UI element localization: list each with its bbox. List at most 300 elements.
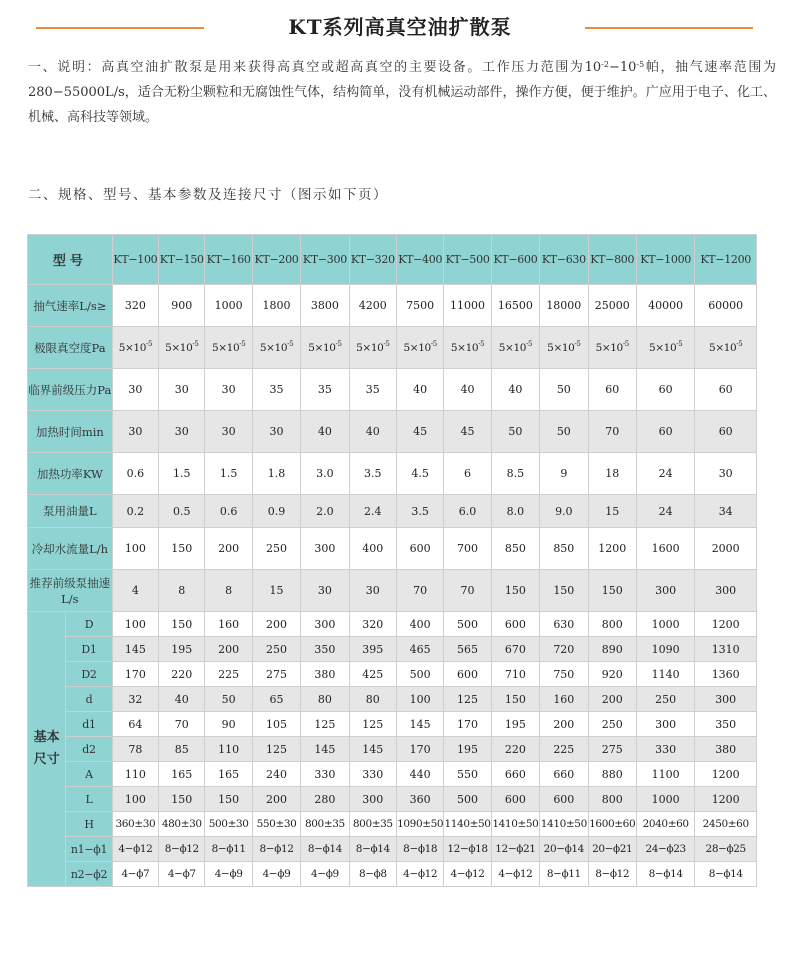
param-cell: 11000 [444,285,491,327]
title-decor-line-right [585,27,753,29]
dimension-cell: 300 [349,787,396,812]
dimension-cell: 400 [396,612,443,637]
param-cell: 30 [252,411,300,453]
dimension-cell: 165 [159,762,205,787]
param-cell: 70 [396,570,443,612]
dimension-cell: 600 [491,612,539,637]
dimension-cell: 70 [159,712,205,737]
dimension-cell: 110 [112,762,158,787]
param-cell: 4200 [349,285,396,327]
dimension-row [28,862,757,887]
dimension-cell: 90 [205,712,252,737]
param-cell: 300 [301,528,349,570]
param-row [28,285,757,327]
dimension-cell: 1140 [636,662,694,687]
param-cell: 850 [540,528,588,570]
dimension-cell: 350 [301,637,349,662]
dimension-cell: 80 [301,687,349,712]
param-cell: 24 [636,453,694,495]
param-cell: 150 [540,570,588,612]
dimension-cell: 65 [252,687,300,712]
dimension-cell: 395 [349,637,396,662]
dimension-cell: 800 [588,612,636,637]
param-label: 推荐前级泵抽速L/s [28,570,113,612]
dimension-cell: 28−ϕ25 [695,837,757,862]
model-header-cell: KT−600 [491,235,539,285]
dimension-cell: 600 [540,787,588,812]
param-cell: 320 [112,285,158,327]
dimension-cell: 85 [159,737,205,762]
vacuum-cell [588,327,636,369]
param-cell: 40 [444,369,491,411]
param-cell: 400 [349,528,396,570]
dimension-cell: 4−ϕ7 [112,862,158,887]
dimension-cell: 125 [349,712,396,737]
dimension-cell: 150 [491,687,539,712]
dimension-cell: 200 [588,687,636,712]
dimension-cell: 380 [301,662,349,687]
param-cell: 18 [588,453,636,495]
param-cell: 4.5 [396,453,443,495]
vacuum-base: 5×10 [595,341,623,354]
dimension-cell: 8−ϕ14 [301,837,349,862]
param-cell: 30 [112,369,158,411]
dimension-label: d1 [66,712,112,737]
dimension-cell: 4−ϕ12 [112,837,158,862]
dimension-cell: 380 [695,737,757,762]
dimension-cell: 110 [205,737,252,762]
param-cell: 8 [205,570,252,612]
vacuum-cell [636,327,694,369]
dimension-cell: 1090 [636,637,694,662]
param-cell: 600 [396,528,443,570]
dimension-cell: 330 [301,762,349,787]
model-header-cell: KT−400 [396,235,443,285]
dimension-cell: 360 [396,787,443,812]
dimension-cell: 300 [301,612,349,637]
param-cell: 8.5 [491,453,539,495]
param-row [28,570,757,612]
dimension-cell: 125 [252,737,300,762]
dimension-cell: 550±30 [252,812,300,837]
dimension-label: A [66,762,112,787]
param-row [28,453,757,495]
param-cell: 50 [540,411,588,453]
dimension-cell: 80 [349,687,396,712]
dimension-cell: 500 [444,612,491,637]
dimension-cell: 8−ϕ8 [349,862,396,887]
param-cell: 300 [695,570,757,612]
dimension-cell: 800±35 [349,812,396,837]
spec-table [27,234,757,887]
vacuum-cell [540,327,588,369]
vacuum-cell [252,327,300,369]
param-cell: 4 [112,570,158,612]
param-cell: 70 [588,411,636,453]
model-header-cell: KT−1000 [636,235,694,285]
dimension-cell: 330 [349,762,396,787]
param-cell: 100 [112,528,158,570]
param-cell: 60 [636,369,694,411]
param-cell: 7500 [396,285,443,327]
dimension-cell: 2450±60 [695,812,757,837]
dimension-cell: 425 [349,662,396,687]
dimension-cell: 300 [695,687,757,712]
dimension-cell: 170 [444,712,491,737]
vacuum-exponent: -5 [526,339,533,348]
model-header: 型号 [28,235,113,285]
param-row [28,369,757,411]
dimension-cell: 20−ϕ14 [540,837,588,862]
spec-heading: 二、规格、型号、基本参数及连接尺寸（图示如下页） [28,187,388,203]
param-cell: 30 [205,411,252,453]
dimension-cell: 64 [112,712,158,737]
dimension-cell: 1410±50 [540,812,588,837]
param-cell: 9 [540,453,588,495]
dimension-cell: 600 [444,662,491,687]
param-cell: 1800 [252,285,300,327]
param-cell: 6.0 [444,495,491,528]
dimension-cell: 220 [159,662,205,687]
dimension-cell: 660 [491,762,539,787]
dimension-cell: 800 [588,787,636,812]
dimension-cell: 4−ϕ9 [252,862,300,887]
dimension-cell: 465 [396,637,443,662]
model-header-cell: KT−320 [349,235,396,285]
dimension-cell: 8−ϕ14 [695,862,757,887]
dimension-cell: 920 [588,662,636,687]
vacuum-base: 5×10 [498,341,527,354]
param-label: 抽气速率L/s≥ [28,285,113,327]
param-cell: 45 [444,411,491,453]
dimension-cell: 300 [636,712,694,737]
param-cell: 0.5 [159,495,205,528]
param-cell: 200 [205,528,252,570]
dimension-cell: 160 [205,612,252,637]
vacuum-base: 5×10 [403,341,431,354]
model-header-cell: KT−630 [540,235,588,285]
dimension-row [28,712,757,737]
dimension-cell: 1000 [636,787,694,812]
dimension-cell: 8−ϕ11 [540,862,588,887]
dimension-row [28,812,757,837]
dimension-cell: 150 [159,787,205,812]
model-header-cell: KT−160 [205,235,252,285]
param-cell: 40000 [636,285,694,327]
dimension-label: D2 [66,662,112,687]
model-header-cell: KT−200 [252,235,300,285]
param-cell: 60 [695,369,757,411]
dimension-cell: 250 [636,687,694,712]
vacuum-cell [159,327,205,369]
param-cell: 34 [695,495,757,528]
param-cell: 35 [301,369,349,411]
param-cell: 60 [588,369,636,411]
dimension-cell: 225 [205,662,252,687]
param-cell: 1.8 [252,453,300,495]
dimension-cell: 500 [444,787,491,812]
param-cell: 2.0 [301,495,349,528]
param-cell: 1200 [588,528,636,570]
param-cell: 40 [491,369,539,411]
vacuum-base: 5×10 [450,341,479,354]
param-cell: 40 [396,369,443,411]
param-cell: 24 [636,495,694,528]
param-cell: 0.2 [112,495,158,528]
dimension-cell: 165 [205,762,252,787]
param-cell: 8.0 [491,495,539,528]
dimension-cell: 660 [540,762,588,787]
dimension-label: L [66,787,112,812]
intro-text-b: −10 [608,60,637,75]
param-cell: 0.9 [252,495,300,528]
dimension-cell: 4−ϕ12 [491,862,539,887]
dimension-label: n2−ϕ2 [66,862,112,887]
param-cell: 1000 [205,285,252,327]
spec-table-body [28,235,757,887]
param-cell: 8 [159,570,205,612]
param-cell: 45 [396,411,443,453]
param-label: 冷却水流量L/h [28,528,113,570]
param-cell: 1.5 [205,453,252,495]
dimension-cell: 320 [349,612,396,637]
vacuum-base: 5×10 [212,341,240,354]
vacuum-base: 5×10 [259,341,288,354]
param-row [28,327,757,369]
param-cell: 6 [444,453,491,495]
vacuum-base: 5×10 [165,341,193,354]
param-cell: 30 [695,453,757,495]
dimension-row [28,687,757,712]
dimension-cell: 78 [112,737,158,762]
dimension-cell: 1000 [636,612,694,637]
vacuum-cell [695,327,757,369]
dimension-cell: 125 [301,712,349,737]
vacuum-exponent: -5 [239,339,246,348]
dimension-cell: 145 [396,712,443,737]
dimension-cell: 330 [636,737,694,762]
vacuum-exponent: -5 [478,339,485,348]
dimension-cell: 170 [112,662,158,687]
param-row [28,411,757,453]
dimension-cell: 220 [491,737,539,762]
intro-exponent-b: -5 [636,60,645,69]
intro-paragraph [28,55,776,130]
dimension-cell: 145 [349,737,396,762]
dimension-cell: 150 [205,787,252,812]
vacuum-cell [491,327,539,369]
dimension-cell: 350 [695,712,757,737]
param-cell: 35 [349,369,396,411]
model-header-cell: KT−100 [112,235,158,285]
param-cell: 30 [159,369,205,411]
dimension-cell: 720 [540,637,588,662]
param-cell: 0.6 [112,453,158,495]
dimension-cell: 250 [252,637,300,662]
dimension-cell: 200 [540,712,588,737]
param-label: 极限真空度Pa [28,327,113,369]
vacuum-cell [205,327,252,369]
vacuum-exponent: -5 [383,339,390,348]
dimension-cell: 280 [301,787,349,812]
vacuum-exponent: -5 [622,339,629,348]
param-cell: 150 [159,528,205,570]
param-row [28,495,757,528]
dimension-cell: 150 [159,612,205,637]
dimension-cell: 240 [252,762,300,787]
dimension-cell: 1140±50 [444,812,491,837]
dimension-label: D1 [66,637,112,662]
vacuum-exponent: -5 [335,339,342,348]
param-cell: 0.6 [205,495,252,528]
param-cell: 60 [636,411,694,453]
dimension-cell: 1600±60 [588,812,636,837]
dimension-cell: 550 [444,762,491,787]
dimension-cell: 50 [205,687,252,712]
param-cell: 40 [301,411,349,453]
dimension-cell: 145 [301,737,349,762]
dimension-cell: 4−ϕ12 [444,862,491,887]
dimension-cell: 2040±60 [636,812,694,837]
intro-text-c: 帕，抽气速率范围为280−55000L/s，适合无粉尘颗粒和无腐蚀性气体，结构简单，没有机械运动部件，操作方便，便于维护。广应用于电子、化工、机械、高科技等领域。 [28,60,776,125]
dimension-cell: 40 [159,687,205,712]
dimension-label: d [66,687,112,712]
param-cell: 3800 [301,285,349,327]
dimension-cell: 8−ϕ11 [205,837,252,862]
intro-exponent-a: -2 [601,60,609,69]
dimension-cell: 250 [588,712,636,737]
dimension-row [28,837,757,862]
dimension-label: d2 [66,737,112,762]
dimension-cell: 8−ϕ12 [588,862,636,887]
param-cell: 30 [112,411,158,453]
dimension-cell: 500±30 [205,812,252,837]
dimension-cell: 100 [112,612,158,637]
dimension-cell: 1100 [636,762,694,787]
dimension-cell: 480±30 [159,812,205,837]
dimension-row [28,737,757,762]
dimension-cell: 1200 [695,762,757,787]
param-cell: 50 [491,411,539,453]
dimension-cell: 1200 [695,612,757,637]
model-header-cell: KT−150 [159,235,205,285]
dimension-cell: 630 [540,612,588,637]
param-cell: 40 [349,411,396,453]
dimension-cell: 800±35 [301,812,349,837]
vacuum-base: 5×10 [118,341,146,354]
vacuum-exponent: -5 [736,339,743,348]
param-cell: 900 [159,285,205,327]
dimension-row [28,612,757,637]
dimension-cell: 4−ϕ7 [159,862,205,887]
vacuum-exponent: -5 [146,339,153,348]
param-cell: 1600 [636,528,694,570]
dimension-cell: 170 [396,737,443,762]
title-bar [0,8,800,38]
param-cell: 2000 [695,528,757,570]
intro-text-a: 一、说明：高真空油扩散泵是用来获得高真空或超高真空的主要设备。工作压力范围为10 [28,60,602,75]
param-cell: 250 [252,528,300,570]
param-cell: 3.5 [349,453,396,495]
dimension-cell: 750 [540,662,588,687]
dimension-cell: 880 [588,762,636,787]
param-cell: 2.4 [349,495,396,528]
param-cell: 35 [252,369,300,411]
dimension-cell: 8−ϕ18 [396,837,443,862]
vacuum-exponent: -5 [192,339,199,348]
page-title: KT系列高真空油扩散泵 [288,15,512,39]
vacuum-base: 5×10 [356,341,384,354]
dimension-cell: 1200 [695,787,757,812]
dimension-cell: 8−ϕ12 [159,837,205,862]
param-cell: 30 [159,411,205,453]
dimension-cell: 4−ϕ9 [205,862,252,887]
dimension-cell: 4−ϕ12 [396,862,443,887]
dimension-cell: 160 [540,687,588,712]
model-header-cell: KT−300 [301,235,349,285]
dimension-cell: 4−ϕ9 [301,862,349,887]
dimension-row [28,637,757,662]
dimension-label: D [66,612,112,637]
dimension-cell: 200 [205,637,252,662]
vacuum-base: 5×10 [308,341,336,354]
param-cell: 70 [444,570,491,612]
vacuum-exponent: -5 [574,339,581,348]
model-header-cell: KT−1200 [695,235,757,285]
dimension-cell: 200 [252,787,300,812]
param-cell: 15 [252,570,300,612]
dimension-cell: 440 [396,762,443,787]
dimension-cell: 195 [444,737,491,762]
dimension-cell: 32 [112,687,158,712]
param-cell: 50 [540,369,588,411]
vacuum-exponent: -5 [287,339,294,348]
dimension-cell: 1360 [695,662,757,687]
dimension-cell: 8−ϕ14 [636,862,694,887]
dimension-cell: 670 [491,637,539,662]
param-cell: 700 [444,528,491,570]
dimension-cell: 500 [396,662,443,687]
param-cell: 15 [588,495,636,528]
vacuum-cell [349,327,396,369]
vacuum-base: 5×10 [547,341,575,354]
param-cell: 150 [491,570,539,612]
vacuum-cell [112,327,158,369]
param-row [28,528,757,570]
param-label: 加热时间min [28,411,113,453]
dimension-cell: 890 [588,637,636,662]
vacuum-exponent: -5 [676,339,683,348]
dimension-row [28,662,757,687]
dimensions-group-label: 基本尺寸 [28,612,66,887]
dimension-cell: 600 [491,787,539,812]
dimension-cell: 225 [540,737,588,762]
dimension-cell: 360±30 [112,812,158,837]
vacuum-cell [301,327,349,369]
dimension-cell: 1310 [695,637,757,662]
param-cell: 850 [491,528,539,570]
dimension-cell: 195 [491,712,539,737]
dimension-cell: 8−ϕ12 [252,837,300,862]
param-cell: 25000 [588,285,636,327]
dimension-cell: 8−ϕ14 [349,837,396,862]
model-header-cell: KT−500 [444,235,491,285]
dimension-cell: 105 [252,712,300,737]
dimension-cell: 275 [588,737,636,762]
param-cell: 1.5 [159,453,205,495]
dimension-cell: 100 [396,687,443,712]
param-cell: 30 [205,369,252,411]
